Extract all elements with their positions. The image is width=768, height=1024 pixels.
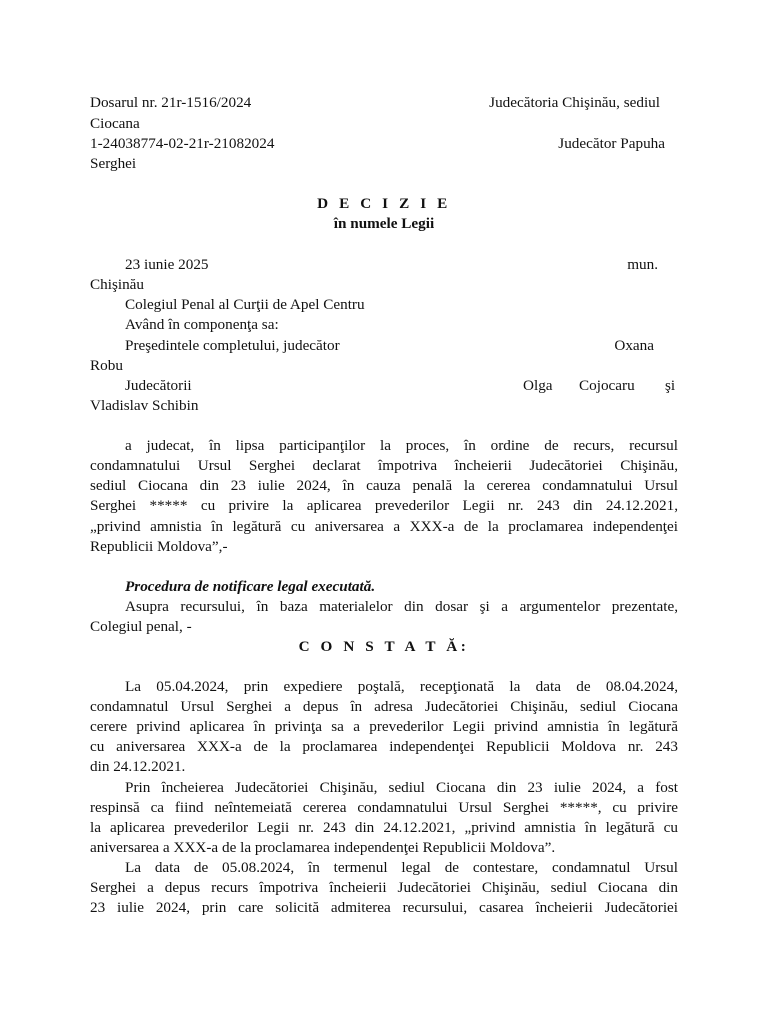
judge-first-name: Olga <box>523 377 553 394</box>
judges-row <box>90 376 678 396</box>
para3-line: La 05.04.2024, prin expediere poştală, recepţionată la data de 08.04.2024, <box>125 678 678 695</box>
college-line: Colegiul Penal al Curţii de Apel Centru <box>125 296 365 313</box>
case-number: Dosarul nr. 21r-1516/2024 <box>90 94 252 111</box>
decision-place-cont: Chişinău <box>90 276 145 293</box>
para1-line: Republicii Moldova”,- <box>90 538 228 555</box>
president-label: Preşedintele completului, judecător <box>125 337 340 354</box>
para3-line: condamnatul Ursul Serghei a depus în adresa Judecătoriei Chişinău, sediul Ciocana <box>90 698 678 715</box>
para4-line: la aplicarea prevederilor Legii nr. 243 din 24.12.2021, „privind amnistia în legătură cu <box>90 819 678 836</box>
president-row <box>90 336 678 356</box>
date-place-row <box>90 255 678 275</box>
para5-line: La data de 05.08.2024, în termenul legal de contestare, condamnatul Ursul <box>125 859 678 876</box>
para5-line: Serghei a depus recurs împotriva încheierii Judecătoriei Chişinău, sediul Ciocana din <box>90 879 678 896</box>
constata-heading: C O N S T A T Ă: <box>298 638 470 655</box>
composition-line: Având în componenţa sa: <box>125 316 279 333</box>
header-row-case <box>90 93 678 113</box>
para3-line: cu aniversarea XXX-a de la proclamarea independenţei Republicii Moldova nr. 243 <box>90 738 678 755</box>
para2-line: Asupra recursului, în baza materialelor din dosar şi a argumentelor prezentate, <box>125 598 678 615</box>
president-name-cont: Robu <box>90 357 123 374</box>
para4-line: Prin încheierea Judecătoriei Chişinău, sediul Ciocana din 23 iulie 2024, a fost <box>125 779 678 796</box>
para5-line: 23 iulie 2024, prin care solicită admiterea recursului, casarea încheierii Judecătoriei <box>90 899 678 916</box>
judge-name: Judecător Papuha <box>558 135 665 152</box>
para4-line: respinsă ca fiind neîntemeiată cererea condamnatului Ursul Serghei *****, cu privire <box>90 799 678 816</box>
para1-line: „privind amnistia în legătură cu aniversarea a XXX-a de la proclamarea independenţei <box>90 518 678 535</box>
para1-line: condamnatului Ursul Serghei declarat împotriva încheierii Judecătoriei Chişinău, <box>90 457 678 474</box>
header-row-id <box>90 134 678 154</box>
decision-date: 23 iunie 2025 <box>125 256 209 273</box>
para1-line: Serghei ***** cu privire la aplicarea prevederilor Legii nr. 243 din 24.12.2021, <box>90 497 678 514</box>
decision-place: mun. <box>627 256 658 273</box>
para4-line: aniversarea a XXX-a de la proclamarea independenţei Republicii Moldova”. <box>90 839 556 856</box>
judge-name-cont: Serghei <box>90 155 137 172</box>
court-name: Judecătoria Chişinău, sediul <box>489 94 660 111</box>
case-id: 1-24038774-02-21r-21082024 <box>90 135 275 152</box>
para2-line: Colegiul penal, - <box>90 618 192 635</box>
notification-line: Procedura de notificare legal executată. <box>125 578 376 595</box>
para3-line: din 24.12.2021. <box>90 758 186 775</box>
para1-line: sediul Ciocana din 23 iulie 2024, în cauza penală la cererea condamnatului Ursul <box>90 477 678 494</box>
judges-cont: Vladislav Schibin <box>90 397 199 414</box>
para3-line: cerere privind aplicarea în privinţa sa a prevederilor Legii privind amnistia în legătură <box>90 718 678 735</box>
document-subtitle: în numele Legii <box>333 215 435 232</box>
para1-line: a judecat, în lipsa participanţilor la proces, în ordine de recurs, recursul <box>125 437 678 454</box>
conjunction: şi <box>665 377 676 394</box>
court-name-cont: Ciocana <box>90 115 140 132</box>
document-title: D E C I Z I E <box>317 195 451 212</box>
president-name: Oxana <box>614 337 654 354</box>
judges-label: Judecătorii <box>125 377 192 394</box>
judge-last-name: Cojocaru <box>579 377 635 394</box>
